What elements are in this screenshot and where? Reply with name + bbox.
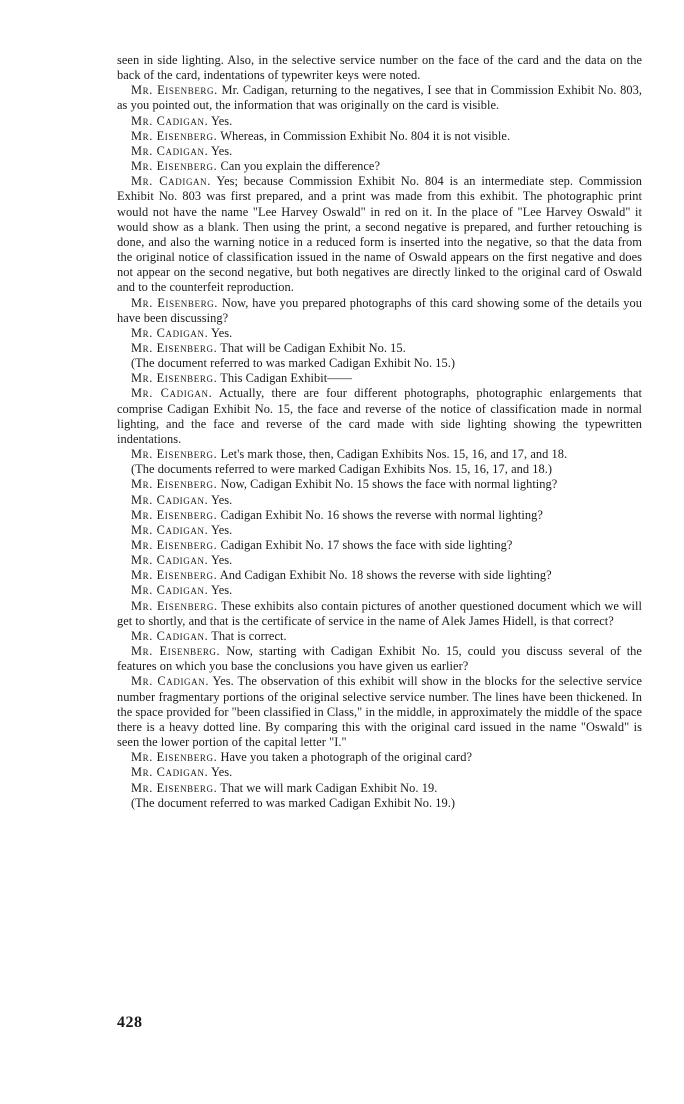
- paragraph-text: (The documents referred to were marked Cadigan Exhibits Nos. 15, 16, 17, and 18.): [131, 462, 553, 477]
- exhibit-note: [117, 356, 642, 371]
- paragraph-text: Actually, there are four different photographs, photographic enlargements that comprise Cadigan Exhibit No. 15, the face and reverse of the notice of classification made in normal lighting, and the face and reverse of the card made with side lighting showing the typewritten indentations.: [117, 386, 642, 446]
- speaker-label: Mr. Cadigan.: [131, 386, 213, 401]
- testimony-paragraph: [117, 144, 642, 159]
- speaker-label: Mr. Cadigan.: [131, 765, 209, 780]
- speaker-label: Mr. Cadigan.: [131, 522, 209, 537]
- transcript-page: [117, 53, 642, 811]
- paragraph-text: Yes; because Commission Exhibit No. 804 is an intermediate step. Commission Exhibit No. 803 was first prepared, and a print was made from this exhibit. The photographic print would not have the name "Lee Harvey Oswald" in red on it. In the place of "Lee Harvey Oswald" it would show as a blank. Then using the print, a second negative is prepared, and further retouching is done, and also the warning notice in a reduced form is inserted into the negative, so that the data from the original notice of classification issued in the name of Oswald appears on the first negative and does not appear on the second negative, but both negatives are directly linked to the original card of Oswald and to the counterfeit reproduction.: [117, 174, 642, 295]
- paragraph-text: Cadigan Exhibit No. 16 shows the reverse with normal lighting?: [220, 507, 543, 522]
- paragraph-text: Yes.: [210, 325, 233, 340]
- exhibit-note: [117, 796, 642, 811]
- speaker-label: Mr. Eisenberg.: [131, 295, 218, 310]
- testimony-paragraph: [117, 508, 642, 523]
- testimony-paragraph: [117, 159, 642, 174]
- testimony-paragraph: [117, 386, 642, 447]
- paragraph-text: Whereas, in Commission Exhibit No. 804 it is not visible.: [220, 128, 511, 143]
- paragraph-text: These exhibits also contain pictures of another questioned document which we will get to shortly, and that is the certificate of service in the name of Alek James Hidell, is that correct?: [117, 598, 642, 628]
- testimony-paragraph: [117, 599, 642, 629]
- speaker-label: Mr. Eisenberg.: [131, 507, 218, 522]
- exhibit-note: [117, 462, 642, 477]
- speaker-label: Mr. Cadigan.: [131, 492, 209, 507]
- speaker-label: Mr. Cadigan.: [131, 174, 211, 189]
- testimony-paragraph: [117, 629, 642, 644]
- testimony-paragraph: [117, 477, 642, 492]
- paragraph-text: That is correct.: [211, 628, 287, 643]
- speaker-label: Mr. Eisenberg.: [131, 750, 218, 765]
- paragraph-text: Yes.: [210, 113, 233, 128]
- testimony-paragraph: [117, 538, 642, 553]
- speaker-label: Mr. Eisenberg.: [131, 371, 218, 386]
- speaker-label: Mr. Eisenberg.: [131, 159, 218, 174]
- paragraph-text: Can you explain the difference?: [220, 159, 381, 174]
- testimony-paragraph: [117, 765, 642, 780]
- paragraph-text: That will be Cadigan Exhibit No. 15.: [220, 340, 406, 355]
- paragraph-text: Now, have you prepared photographs of this card showing some of the details you have been discussing?: [117, 295, 642, 325]
- testimony-paragraph: [117, 493, 642, 508]
- paragraph-continuation: [117, 53, 642, 83]
- testimony-paragraph: [117, 644, 642, 674]
- speaker-label: Mr. Eisenberg.: [131, 128, 218, 143]
- testimony-paragraph: [117, 583, 642, 598]
- paragraph-text: Let's mark those, then, Cadigan Exhibits Nos. 15, 16, and 17, and 18.: [220, 447, 568, 462]
- paragraph-text: Yes.: [210, 553, 233, 568]
- speaker-label: Mr. Cadigan.: [131, 674, 210, 689]
- speaker-label: Mr. Eisenberg.: [131, 477, 218, 492]
- testimony-paragraph: [117, 174, 642, 295]
- paragraph-text: (The document referred to was marked Cadigan Exhibit No. 19.): [131, 795, 456, 810]
- speaker-label: Mr. Eisenberg.: [131, 340, 218, 355]
- testimony-paragraph: [117, 750, 642, 765]
- paragraph-text: Now, starting with Cadigan Exhibit No. 15, could you discuss several of the features on which you base the conclusions you have given us earlier?: [117, 644, 642, 674]
- paragraph-text: Yes.: [210, 143, 233, 158]
- paragraph-text: Yes.: [210, 522, 233, 537]
- speaker-label: Mr. Cadigan.: [131, 553, 209, 568]
- testimony-paragraph: [117, 129, 642, 144]
- paragraph-text: Cadigan Exhibit No. 17 shows the face with side lighting?: [220, 538, 513, 552]
- speaker-label: Mr. Cadigan.: [131, 143, 209, 158]
- testimony-paragraph: [117, 296, 642, 326]
- testimony-paragraph: [117, 523, 642, 538]
- testimony-paragraph: [117, 341, 642, 356]
- paragraph-text: Yes. The observation of this exhibit will show in the blocks for the selective service number fragmentary portions of the original selective service number. The lines have been thickened. In the space provided for "been classified in Class," in the middle, in approximately the middle of the space there is a heavy dotted line. By comparing this with the original card issued in the name "Oswald" is seen the lower portion of the capital letter "I.": [117, 674, 643, 750]
- testimony-paragraph: [117, 447, 642, 462]
- testimony-paragraph: [117, 114, 642, 129]
- speaker-label: Mr. Eisenberg.: [131, 538, 218, 552]
- paragraph-text: And Cadigan Exhibit No. 18 shows the reverse with side lighting?: [219, 568, 552, 583]
- paragraph-text: Yes.: [210, 492, 233, 507]
- paragraph-text: Now, Cadigan Exhibit No. 15 shows the face with normal lighting?: [220, 477, 558, 492]
- paragraph-text: This Cadigan Exhibit——: [220, 371, 353, 386]
- paragraph-text: Yes.: [210, 583, 233, 598]
- paragraph-text: Mr. Cadigan, returning to the negatives, I see that in Commission Exhibit No. 803, as you pointed out, the information that was originally on the card is visible.: [117, 83, 642, 113]
- testimony-paragraph: [117, 553, 642, 568]
- paragraph-text: Have you taken a photograph of the original card?: [220, 750, 472, 765]
- speaker-label: Mr. Cadigan.: [131, 113, 209, 128]
- speaker-label: Mr. Eisenberg.: [131, 780, 218, 795]
- speaker-label: Mr. Eisenberg.: [131, 447, 218, 462]
- testimony-paragraph: [117, 568, 642, 583]
- speaker-label: Mr. Cadigan.: [131, 583, 209, 598]
- paragraph-text: (The document referred to was marked Cadigan Exhibit No. 15.): [131, 356, 456, 371]
- testimony-paragraph: [117, 371, 642, 386]
- speaker-label: Mr. Eisenberg.: [131, 568, 218, 583]
- speaker-label: Mr. Eisenberg.: [131, 598, 218, 613]
- testimony-paragraph: [117, 83, 642, 113]
- paragraph-text: seen in side lighting. Also, in the selective service number on the face of the card and the data on the back of the card, indentations of typewriter keys were noted.: [117, 53, 642, 83]
- speaker-label: Mr. Eisenberg.: [131, 644, 221, 659]
- testimony-paragraph: [117, 781, 642, 796]
- paragraph-text: That we will mark Cadigan Exhibit No. 19.: [220, 780, 438, 795]
- speaker-label: Mr. Cadigan.: [131, 628, 209, 643]
- speaker-label: Mr. Eisenberg.: [131, 83, 218, 98]
- testimony-paragraph: [117, 674, 642, 750]
- page-number: 428: [117, 1014, 143, 1031]
- speaker-label: Mr. Cadigan.: [131, 325, 209, 340]
- paragraph-text: Yes.: [210, 765, 233, 780]
- testimony-paragraph: [117, 326, 642, 341]
